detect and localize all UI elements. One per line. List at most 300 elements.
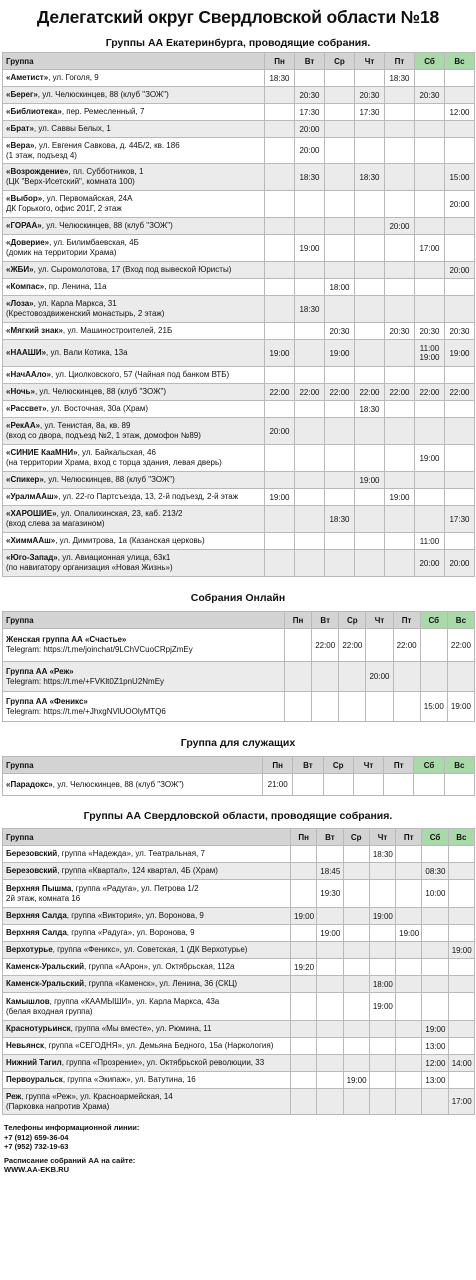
time-cell — [385, 121, 415, 138]
group-line — [6, 635, 281, 645]
time-cell — [355, 340, 385, 367]
group-address: , группа «Радуга», ул. Воронова, 9 — [66, 928, 195, 937]
time-cell: 18:30 — [265, 70, 295, 87]
time-cell: 18:30 — [385, 70, 415, 87]
table-header-row — [3, 53, 475, 70]
group-cell — [3, 533, 265, 550]
phone-2[interactable]: +7 (952) 732-19-63 — [4, 1142, 69, 1151]
group-address: , ул. Челюскинцев, 88 (клуб "ЗОЖ") — [34, 387, 166, 396]
group-line — [6, 475, 261, 485]
time-cell — [415, 340, 445, 367]
group-cell — [3, 959, 291, 976]
time-cell — [317, 846, 343, 863]
group-line — [6, 849, 287, 859]
time-cell: 18:45 — [317, 863, 343, 880]
table-row — [3, 401, 475, 418]
time-cell — [265, 121, 295, 138]
column-header-day: Пт — [396, 829, 422, 846]
group-address: , группа «СЕГОДНЯ», ул. Демьяна Бедного, 15а (Наркология) — [44, 1041, 274, 1050]
group-line — [6, 265, 261, 275]
site-label: Расписание собраний АА на сайте: — [4, 1155, 136, 1165]
time-cell — [343, 993, 369, 1021]
group-cell — [3, 506, 265, 533]
time-cell — [291, 1055, 317, 1072]
group-address-line: (Крестовоздвиженский монастырь, 2 этаж) — [6, 309, 165, 318]
phone-1[interactable]: +7 (912) 659-36-04 — [4, 1132, 69, 1142]
group-name: Каменск-Уральский — [6, 962, 85, 971]
time-cell: 22:00 — [415, 384, 445, 401]
group-address: , группа «КААМЫШИ», ул. Карла Маркса, 43а — [49, 996, 220, 1006]
group-line — [6, 299, 261, 309]
section-0 — [2, 30, 474, 577]
time-cell — [295, 262, 325, 279]
time-cell: 20:00 — [415, 550, 445, 577]
time-cell — [291, 1089, 317, 1115]
table-row — [3, 662, 475, 692]
time-cell: 20:00 — [445, 191, 475, 218]
time-cell — [355, 279, 385, 296]
time-cell: 22:00 — [265, 384, 295, 401]
group-address: , группа «Радуга», ул. Петрова 1/2 — [71, 883, 199, 893]
time-cell — [385, 550, 415, 577]
time-cell — [369, 1038, 395, 1055]
time-cell: 18:30 — [325, 506, 355, 533]
group-name: Нижний Тагил — [6, 1058, 62, 1067]
time-cell — [265, 323, 295, 340]
group-line — [6, 141, 261, 151]
time-cell — [295, 550, 325, 577]
column-header-day: Вс — [445, 53, 475, 70]
group-name: «ГОРАА» — [6, 221, 42, 230]
table-row — [3, 472, 475, 489]
time-cell — [325, 218, 355, 235]
time-cell: 22:00 — [295, 384, 325, 401]
group-address: , ул. Сыромолотова, 17 (Вход под вывеской Юристы) — [33, 265, 232, 274]
time-cell — [385, 235, 415, 262]
time-cell: 13:00 — [422, 1072, 448, 1089]
group-address: , ул. 22-го Партсъезда, 13, 2-й подъезд, 2-й этаж — [58, 492, 239, 501]
site-link[interactable]: WWW.AA-EKB.RU — [4, 1165, 69, 1174]
time-cell: 08:30 — [422, 863, 448, 880]
group-line — [6, 167, 261, 177]
time-cell — [445, 489, 475, 506]
time-cell: 17:30 — [355, 104, 385, 121]
time-cell — [448, 863, 474, 880]
table-row — [3, 218, 475, 235]
group-address: , ул. Первомайская, 24А — [42, 194, 133, 203]
group-line — [6, 421, 261, 431]
group-address-line: (домик на территории Храма) — [6, 248, 117, 257]
group-cell — [3, 629, 285, 662]
group-name: «Мягкий знак» — [6, 326, 63, 335]
time-cell — [355, 138, 385, 164]
group-address: , ул. Авиационная улица, 63к1 — [57, 553, 171, 562]
table-row — [3, 692, 475, 722]
time-cell — [291, 1021, 317, 1038]
time-cell — [343, 959, 369, 976]
time-cell — [317, 1021, 343, 1038]
time-cell: 20:30 — [355, 87, 385, 104]
group-cell — [3, 1038, 291, 1055]
time-cell — [415, 70, 445, 87]
column-header-day: Пн — [285, 612, 312, 629]
time-cell — [385, 445, 415, 472]
group-cell — [3, 104, 265, 121]
time-cell: 20:30 — [325, 323, 355, 340]
column-header-day: Вс — [448, 829, 474, 846]
column-header-day: Сб — [415, 53, 445, 70]
group-line — [6, 73, 261, 83]
group-cell — [3, 70, 265, 87]
table-row — [3, 863, 475, 880]
table-row — [3, 323, 475, 340]
sections-container — [2, 30, 474, 1115]
time-cell — [325, 87, 355, 104]
time-cell — [448, 1021, 474, 1038]
time-cell — [293, 774, 323, 796]
time-cell: 17:00 — [415, 235, 445, 262]
time-cell — [445, 533, 475, 550]
column-header-day: Ср — [339, 612, 366, 629]
group-address: , ул. Карла Маркса, 31 — [33, 299, 117, 308]
group-name: Группа АА «Реж» — [6, 666, 74, 676]
group-cell — [3, 121, 265, 138]
time-value: 11:00 — [419, 344, 440, 353]
column-header-day: Ср — [343, 829, 369, 846]
group-address: , ул. Челюскинцев, 88 (клуб "ЗОЖ") — [52, 779, 184, 789]
group-address: , ул. Билимбаевская, 4Б — [49, 238, 139, 247]
table-row — [3, 418, 475, 445]
time-cell — [369, 1021, 395, 1038]
group-name: «УралмААш» — [6, 492, 59, 501]
group-line — [6, 221, 261, 231]
time-cell — [265, 506, 295, 533]
group-line — [6, 667, 281, 677]
group-address: , ул. Евгения Савкова, д. 44Б/2, кв. 186 — [34, 140, 180, 150]
group-address: , группа «Виктория», ул. Воронова, 9 — [66, 911, 204, 920]
group-cell — [3, 925, 291, 942]
group-address: , группа «Квартал», 124 квартал, 4Б (Храм) — [57, 866, 218, 875]
group-name: «Парадокс» — [6, 779, 53, 789]
time-cell — [448, 993, 474, 1021]
time-cell: 20:00 — [265, 418, 295, 445]
time-cell — [295, 401, 325, 418]
time-cell — [295, 279, 325, 296]
time-cell — [396, 976, 422, 993]
time-cell — [415, 218, 445, 235]
time-cell — [291, 846, 317, 863]
group-name: «ХиммААш» — [6, 536, 56, 545]
table-row — [3, 1055, 475, 1072]
group-line — [6, 979, 287, 989]
time-cell — [385, 296, 415, 323]
group-cell — [3, 976, 291, 993]
time-cell — [291, 1072, 317, 1089]
time-cell — [396, 993, 422, 1021]
group-cell — [3, 1072, 291, 1089]
time-cell — [291, 880, 317, 908]
group-cell — [3, 846, 291, 863]
time-cell — [265, 296, 295, 323]
time-cell — [325, 138, 355, 164]
time-cell — [385, 104, 415, 121]
page-title: Делегатский округ Свердловской области №18 — [36, 7, 440, 27]
time-cell — [325, 70, 355, 87]
time-cell — [415, 367, 445, 384]
table-row — [3, 367, 475, 384]
time-cell: 19:30 — [317, 880, 343, 908]
time-cell: 19:00 — [445, 340, 475, 367]
time-cell — [396, 880, 422, 908]
group-address: , ул. Вали Котика, 13а — [46, 348, 128, 357]
group-cell — [3, 296, 265, 323]
group-cell — [3, 235, 265, 262]
time-cell — [317, 959, 343, 976]
table-row — [3, 1089, 475, 1115]
time-cell — [265, 472, 295, 489]
table-row — [3, 942, 475, 959]
group-address: , группа «Реж», ул. Красноармейская, 14 — [21, 1091, 173, 1101]
time-cell: 19:00 — [448, 942, 474, 959]
time-cell — [445, 235, 475, 262]
group-address: , ул. Саввы Белых, 1 — [33, 124, 111, 133]
group-line — [6, 1041, 287, 1051]
time-cell — [448, 908, 474, 925]
group-cell — [3, 692, 285, 722]
time-cell: 20:30 — [385, 323, 415, 340]
group-line — [6, 492, 261, 502]
time-cell — [343, 925, 369, 942]
time-cell — [414, 774, 444, 796]
table-row — [3, 959, 475, 976]
time-cell — [415, 489, 445, 506]
time-cell: 10:00 — [422, 880, 448, 908]
group-address: , группа «Каменск», ул. Ленина, 36 (СКЦ) — [84, 979, 238, 988]
group-line — [6, 387, 261, 397]
table-row — [3, 262, 475, 279]
group-address: , группа «ААрон», ул. Октябрьская, 112а — [84, 962, 235, 971]
time-cell — [265, 445, 295, 472]
table-row — [3, 925, 475, 942]
group-cell — [3, 472, 265, 489]
table-header-row — [3, 757, 475, 774]
table-header-row — [3, 829, 475, 846]
time-cell — [325, 445, 355, 472]
column-header-day: Пн — [291, 829, 317, 846]
group-name: Группа АА «Феникс» — [6, 696, 88, 706]
group-line — [6, 1075, 287, 1085]
time-cell — [317, 1055, 343, 1072]
time-cell — [396, 1089, 422, 1115]
time-cell — [415, 104, 445, 121]
table-row — [3, 880, 475, 908]
group-line — [6, 404, 261, 414]
time-cell — [445, 121, 475, 138]
group-line — [6, 194, 261, 204]
group-line — [6, 90, 261, 100]
group-cell — [3, 550, 265, 577]
time-cell — [384, 774, 414, 796]
time-cell: 22:00 — [385, 384, 415, 401]
time-cell — [325, 401, 355, 418]
group-name: «Брат» — [6, 124, 34, 133]
group-address: , ул. Машиностроителей, 21Б — [62, 326, 173, 335]
time-cell — [415, 262, 445, 279]
group-line — [6, 348, 261, 358]
time-cell — [325, 472, 355, 489]
column-header-day: Вт — [293, 757, 323, 774]
group-cell — [3, 1055, 291, 1072]
time-cell — [385, 340, 415, 367]
time-cell: 19:00 — [369, 908, 395, 925]
table-row — [3, 104, 475, 121]
table-row — [3, 629, 475, 662]
group-name: «Выбор» — [6, 194, 43, 203]
group-name: Каменск-Уральский — [6, 979, 85, 988]
time-cell — [265, 235, 295, 262]
table-row — [3, 164, 475, 191]
group-name: «Аметист» — [6, 73, 49, 82]
time-cell — [385, 506, 415, 533]
table-row — [3, 908, 475, 925]
table-row — [3, 70, 475, 87]
table-row — [3, 235, 475, 262]
time-cell — [415, 138, 445, 164]
time-cell — [385, 401, 415, 418]
time-cell — [445, 401, 475, 418]
group-cell — [3, 418, 265, 445]
time-cell — [415, 279, 445, 296]
group-name: «РекАА» — [6, 421, 41, 430]
column-header-group: Группа — [3, 757, 263, 774]
time-cell: 22:00 — [355, 384, 385, 401]
section-title: Собрания Онлайн — [190, 592, 286, 604]
group-name: «Доверие» — [6, 238, 50, 247]
group-cell — [3, 164, 265, 191]
group-cell — [3, 489, 265, 506]
time-cell — [295, 340, 325, 367]
group-address: , ул. Гоголя, 9 — [48, 73, 99, 82]
time-cell — [422, 925, 448, 942]
table-row — [3, 279, 475, 296]
time-cell — [447, 662, 474, 692]
time-cell — [415, 418, 445, 445]
time-cell — [291, 1038, 317, 1055]
group-address: , пр. Ленина, 11а — [44, 282, 107, 291]
time-cell — [295, 418, 325, 445]
column-header-day: Пн — [263, 757, 293, 774]
time-cell — [369, 1072, 395, 1089]
time-cell — [291, 863, 317, 880]
time-cell — [415, 164, 445, 191]
time-cell — [325, 296, 355, 323]
group-address-line: (Парковка напротив Храма) — [6, 1101, 110, 1111]
column-header-group: Группа — [3, 612, 285, 629]
time-cell: 19:00 — [265, 340, 295, 367]
group-name: «НААШИ» — [6, 348, 47, 357]
time-cell — [422, 908, 448, 925]
table-row — [3, 846, 475, 863]
time-cell — [325, 121, 355, 138]
time-cell — [369, 925, 395, 942]
group-name: Верхотурье — [6, 945, 53, 954]
table-row — [3, 1021, 475, 1038]
time-cell: 17:30 — [445, 506, 475, 533]
table-row — [3, 296, 475, 323]
group-address: , группа «Мы вместе», ул. Рюмина, 11 — [70, 1024, 212, 1033]
column-header-group: Группа — [3, 53, 265, 70]
time-cell: 20:30 — [415, 323, 445, 340]
time-cell: 19:00 — [355, 472, 385, 489]
column-header-day: Ср — [325, 53, 355, 70]
group-cell — [3, 1021, 291, 1038]
time-cell — [415, 472, 445, 489]
time-cell — [265, 279, 295, 296]
group-line — [6, 780, 259, 790]
time-cell — [355, 418, 385, 445]
section-2 — [2, 722, 474, 796]
time-cell: 18:00 — [325, 279, 355, 296]
time-cell — [343, 1021, 369, 1038]
group-cell — [3, 993, 291, 1021]
time-cell: 19:00 — [343, 1072, 369, 1089]
time-cell: 19:00 — [295, 235, 325, 262]
time-cell — [355, 489, 385, 506]
group-cell — [3, 262, 265, 279]
time-cell — [325, 164, 355, 191]
time-cell: 18:30 — [369, 846, 395, 863]
time-cell — [291, 993, 317, 1021]
time-cell — [369, 1055, 395, 1072]
group-name: «ХАРОШИЕ» — [6, 509, 57, 518]
column-header-day: Чт — [369, 829, 395, 846]
group-line — [6, 553, 261, 563]
group-name: Верхняя Салда — [6, 928, 67, 937]
time-cell — [323, 774, 353, 796]
group-address: , группа «Надежда», ул. Театральная, 7 — [57, 849, 205, 858]
group-address: , ул. Челюскинцев, 88 (клуб "ЗОЖ") — [43, 475, 175, 484]
group-name: Березовский — [6, 849, 58, 858]
time-cell — [295, 489, 325, 506]
section-title: Группы АА Свердловской области, проводящие собрания. — [83, 810, 393, 822]
time-cell: 20:00 — [366, 662, 393, 692]
time-cell — [445, 70, 475, 87]
time-cell — [265, 164, 295, 191]
time-value: 19:00 — [419, 353, 440, 362]
schedule-table — [2, 756, 475, 796]
time-cell — [265, 262, 295, 279]
time-cell: 13:00 — [422, 1038, 448, 1055]
group-address: , ул. Опалихинская, 23, каб. 213/2 — [56, 509, 183, 518]
time-cell — [448, 1072, 474, 1089]
time-cell — [312, 662, 339, 692]
time-cell — [396, 1038, 422, 1055]
time-cell — [343, 908, 369, 925]
time-cell — [445, 445, 475, 472]
group-address-line: 2й этаж, комната 16 — [6, 893, 81, 903]
time-cell — [265, 367, 295, 384]
time-cell — [422, 993, 448, 1021]
time-cell — [396, 863, 422, 880]
time-cell — [369, 880, 395, 908]
column-header-day: Чт — [355, 53, 385, 70]
table-row — [3, 993, 475, 1021]
time-cell — [291, 976, 317, 993]
group-address-line: (ЦК "Верх-Исетский", комната 100) — [6, 177, 135, 186]
group-line — [6, 1024, 287, 1034]
time-cell — [295, 533, 325, 550]
time-cell — [448, 1038, 474, 1055]
